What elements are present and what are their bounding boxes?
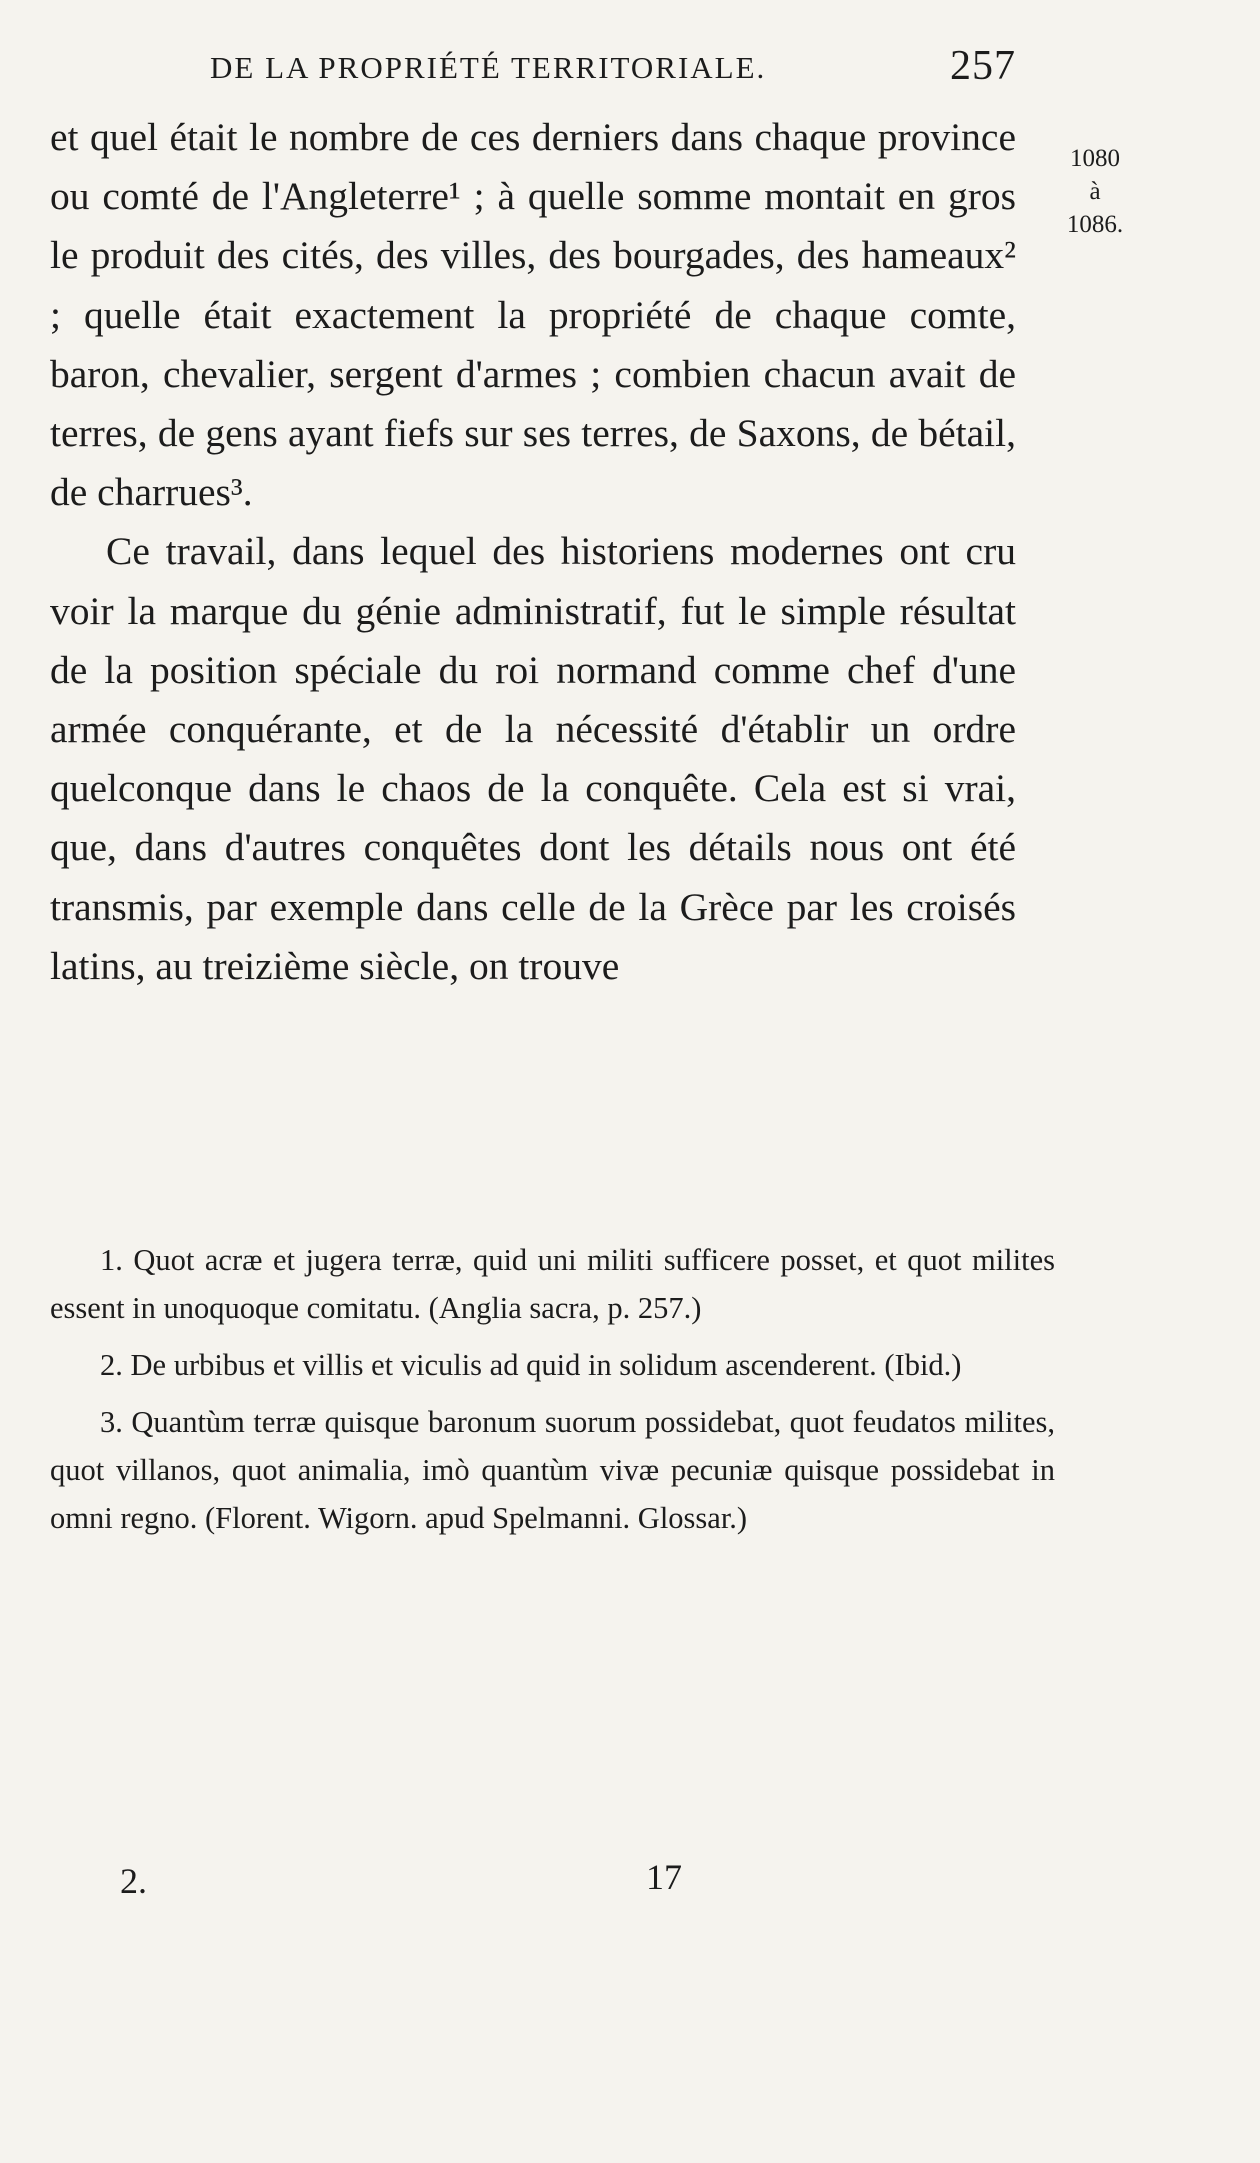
page-number: 257: [950, 43, 1016, 89]
sheet-mark: 17: [646, 1857, 682, 1897]
paragraph-1: et quel était le nombre de ces derniers dans chaque province ou comté de l'Angleterre¹ ; à quelle somme montait en gros le produit des cités, des villes, des bourgades, des hameaux² ; quelle était exactement la propriété de chaque comte, baron, chevalier, sergent d'armes ; combien chacun avait de terres, de gens ayant fiefs sur ses terres, de Saxons, de bétail, de charrues³.: [50, 115, 1016, 515]
footnote-1: 1. Quot acræ et jugera terræ, quid uni militi sufficere posset, et quot milites essent in unoquoque comitatu. (Anglia sacra, p. 257.): [50, 1243, 1055, 1325]
volume-mark: 2.: [120, 1861, 147, 1901]
margin-date-connector: à: [1089, 178, 1101, 205]
running-title: DE LA PROPRIÉTÉ TERRITORIALE.: [210, 50, 767, 85]
footnotes: [50, 1236, 1055, 1551]
paragraph-2: Ce travail, dans lequel des historiens modernes ont cru voir la marque du génie administratif, fut le simple résultat de la position spéciale du roi normand comme chef d'une armée conquérante, et de la nécessité d'établir un ordre quelconque dans le chaos de la conquête. Cela est si vrai, que, dans d'autres conquêtes dont les détails nous ont été transmis, par exemple dans celle de la Grèce par les croisés latins, au treizième siècle, on trouve: [50, 529, 1016, 988]
main-text: [50, 108, 1016, 996]
running-head: [210, 43, 1050, 89]
footnote-3: 3. Quantùm terræ quisque baronum suorum possidebat, quot feudatos milites, quot villanos, quot animalia, imò quantùm vivæ pecuniæ quisque possidebat in omni regno. (Florent. Wigorn. apud Spelmanni. Glossar.): [50, 1405, 1055, 1535]
footnote-2: 2. De urbibus et villis et viculis ad quid in solidum ascenderent. (Ibid.): [100, 1348, 962, 1382]
margin-date-note: [1050, 142, 1140, 241]
margin-date-end: 1086.: [1066, 211, 1124, 238]
margin-date-start: 1080: [1070, 145, 1120, 172]
